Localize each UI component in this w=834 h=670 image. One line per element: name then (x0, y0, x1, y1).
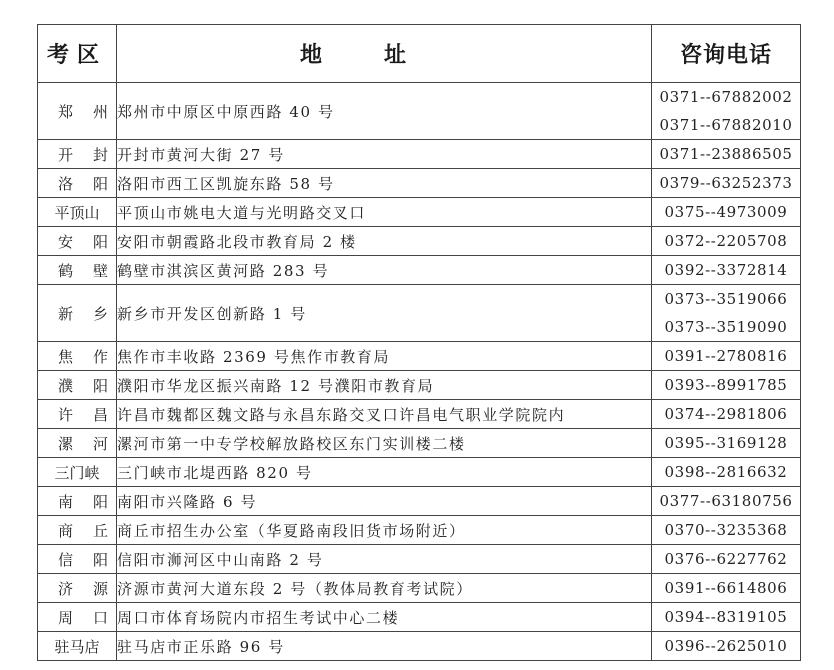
phone-number: 0392--3372814 (664, 261, 788, 279)
phone-cell (652, 256, 801, 285)
address-cell: 驻马店市正乐路 96 号 (117, 632, 652, 661)
phone-number: 0379--63252373 (659, 174, 793, 192)
table-row (38, 285, 801, 342)
address-cell: 安阳市朝霞路北段市教育局 2 楼 (117, 227, 652, 256)
address-cell: 洛阳市西工区凯旋东路 58 号 (117, 169, 652, 198)
phone-cell (652, 603, 801, 632)
table-body (38, 83, 801, 661)
address-cell: 信阳市浉河区中山南路 2 号 (117, 545, 652, 574)
phone-cell (652, 83, 801, 140)
phone-number: 0398--2816632 (664, 463, 788, 481)
header-area: 考区 (38, 25, 117, 83)
table-row (38, 545, 801, 574)
area-cell: 安阳 (38, 227, 117, 256)
area-cell: 鹤壁 (38, 256, 117, 285)
area-cell: 开封 (38, 140, 117, 169)
phone-cell (652, 458, 801, 487)
area-cell: 濮阳 (38, 371, 117, 400)
phone-cell (652, 429, 801, 458)
phone-cell (652, 198, 801, 227)
area-cell: 新乡 (38, 285, 117, 342)
table-row (38, 574, 801, 603)
phone-number: 0370--3235368 (664, 521, 788, 539)
table-row (38, 83, 801, 140)
phone-number: 0393--8991785 (664, 376, 788, 394)
phone-cell (652, 371, 801, 400)
phone-number: 0377--63180756 (659, 492, 793, 510)
address-cell: 新乡市开发区创新路 1 号 (117, 285, 652, 342)
phone-number: 0374--2981806 (664, 405, 788, 423)
address-cell: 三门峡市北堤西路 820 号 (117, 458, 652, 487)
phone-cell (652, 632, 801, 661)
phone-number: 0391--2780816 (664, 347, 788, 365)
phone-number: 0375--4973009 (664, 203, 788, 221)
address-cell: 许昌市魏都区魏文路与永昌东路交叉口许昌电气职业学院院内 (117, 400, 652, 429)
area-cell: 焦作 (38, 342, 117, 371)
area-cell: 许昌 (38, 400, 117, 429)
phone-number: 0394--8319105 (664, 608, 788, 626)
phone-cell (652, 487, 801, 516)
table-row (38, 487, 801, 516)
address-cell: 焦作市丰收路 2369 号焦作市教育局 (117, 342, 652, 371)
phone-number: 0376--6227762 (664, 550, 788, 568)
exam-office-contact-table (37, 24, 801, 661)
table-row (38, 342, 801, 371)
area-cell: 周口 (38, 603, 117, 632)
area-cell: 驻马店 (38, 632, 117, 661)
phone-cell (652, 285, 801, 342)
phone-number: 0373--3519066 (664, 290, 788, 308)
table-row (38, 429, 801, 458)
phone-number: 0391--6614806 (664, 579, 788, 597)
area-cell: 济源 (38, 574, 117, 603)
table-row (38, 371, 801, 400)
address-cell: 开封市黄河大街 27 号 (117, 140, 652, 169)
table-row (38, 227, 801, 256)
phone-cell (652, 227, 801, 256)
area-cell: 平顶山 (38, 198, 117, 227)
area-cell: 三门峡 (38, 458, 117, 487)
table-row (38, 140, 801, 169)
address-cell: 漯河市第一中专学校解放路校区东门实训楼二楼 (117, 429, 652, 458)
header-phone: 咨询电话 (652, 25, 801, 83)
phone-cell (652, 169, 801, 198)
phone-cell (652, 140, 801, 169)
phone-number: 0371--67882002 (659, 88, 793, 106)
area-cell: 漯河 (38, 429, 117, 458)
phone-cell (652, 516, 801, 545)
address-cell: 周口市体育场院内市招生考试中心二楼 (117, 603, 652, 632)
table-row (38, 458, 801, 487)
phone-cell (652, 342, 801, 371)
table-row (38, 169, 801, 198)
address-cell: 平顶山市姚电大道与光明路交叉口 (117, 198, 652, 227)
phone-number: 0395--3169128 (664, 434, 788, 452)
phone-number: 0371--67882010 (659, 116, 793, 134)
area-cell: 南阳 (38, 487, 117, 516)
area-cell: 郑州 (38, 83, 117, 140)
area-cell: 信阳 (38, 545, 117, 574)
phone-number: 0373--3519090 (664, 318, 788, 336)
table-header-row (38, 25, 801, 83)
address-cell: 濮阳市华龙区振兴南路 12 号濮阳市教育局 (117, 371, 652, 400)
address-cell: 鹤壁市淇滨区黄河路 283 号 (117, 256, 652, 285)
header-address: 地址 (117, 25, 652, 83)
area-cell: 商丘 (38, 516, 117, 545)
phone-number: 0372--2205708 (664, 232, 788, 250)
table-row (38, 256, 801, 285)
phone-number: 0396--2625010 (664, 637, 788, 655)
phone-cell (652, 400, 801, 429)
phone-number: 0371--23886505 (659, 145, 793, 163)
table-row (38, 632, 801, 661)
address-cell: 郑州市中原区中原西路 40 号 (117, 83, 652, 140)
table-row (38, 516, 801, 545)
table-row (38, 198, 801, 227)
table-row (38, 603, 801, 632)
address-cell: 南阳市兴隆路 6 号 (117, 487, 652, 516)
area-cell: 洛阳 (38, 169, 117, 198)
address-cell: 济源市黄河大道东段 2 号（教体局教育考试院） (117, 574, 652, 603)
phone-cell (652, 545, 801, 574)
address-cell: 商丘市招生办公室（华夏路南段旧货市场附近） (117, 516, 652, 545)
table-row (38, 400, 801, 429)
phone-cell (652, 574, 801, 603)
